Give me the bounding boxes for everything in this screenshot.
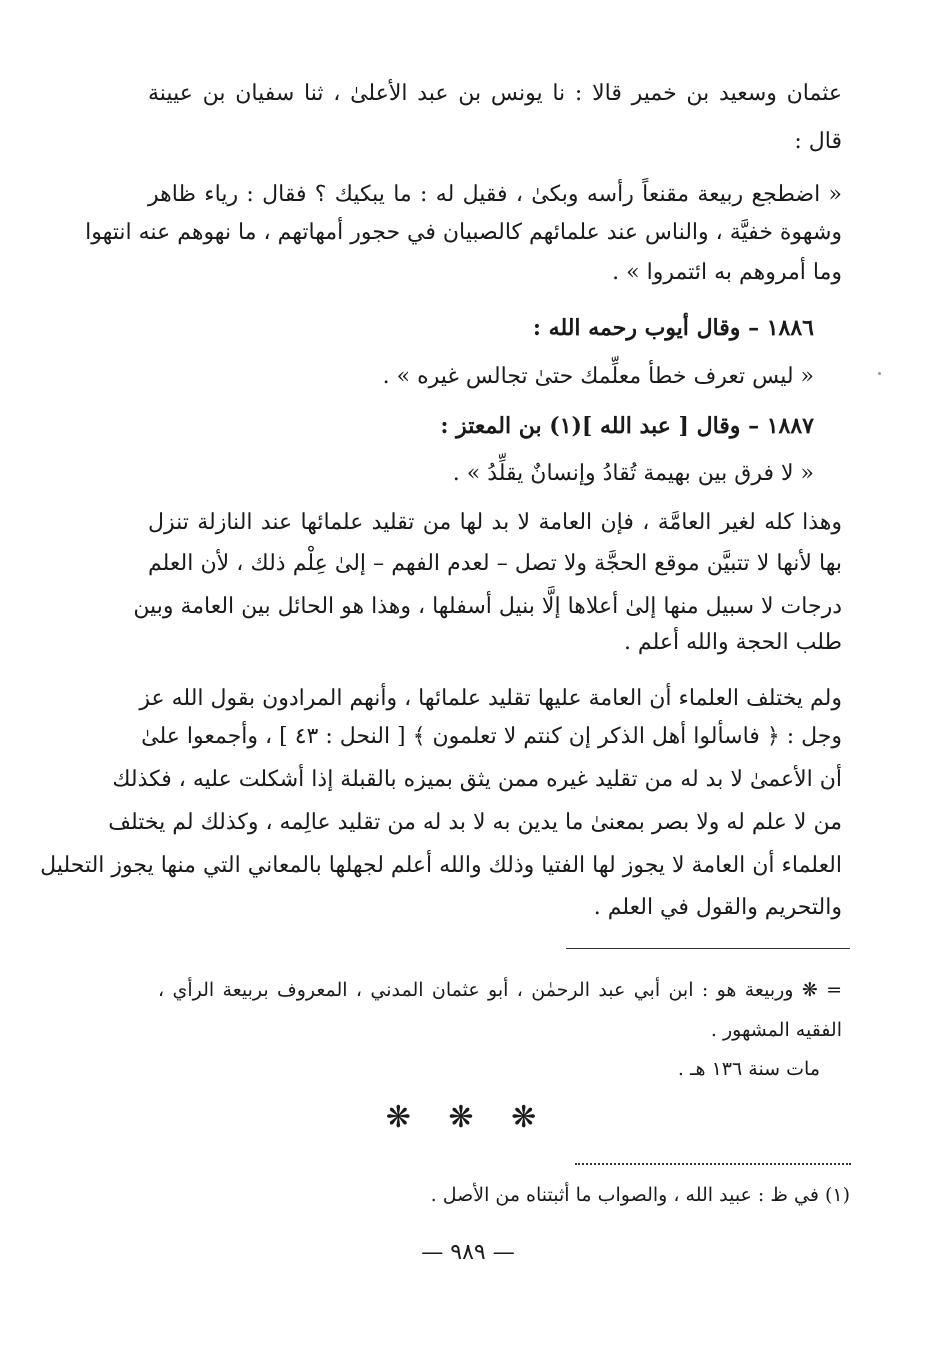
text-line-5: وما أمروهم به ائتمروا » . bbox=[612, 260, 842, 285]
text-line-10: وهذا كله لغير العامَّة ، فإن العامة لا بد لها من تقليد علمائها عند النازلة تنزل bbox=[148, 510, 842, 535]
scan-speck bbox=[878, 372, 881, 375]
text-line-1: عثمان وسعيد بن خمير قالا : نا يونس بن عبد الأعلىٰ ، ثنا سفيان بن عيينة bbox=[148, 81, 842, 106]
entry-1886-heading: ١٨٨٦ – وقال أيوب رحمه الله : bbox=[532, 315, 814, 341]
text-line-15: وجل : ﴿ فاسألوا أهل الذكر إن كنتم لا تعلمون ﴾ [ النحل : ٤٣ ] ، وأجمعوا علىٰ bbox=[141, 724, 842, 749]
text-line-14: ولم يختلف العلماء أن العامة عليها تقليد علمائها ، وأنهم المرادون بقول الله عز bbox=[139, 686, 842, 711]
text-line-16: أن الأعمىٰ لا بد له من تقليد غيره ممن يثق بميزه بالقبلة إذا أشكلت عليه ، فكذلك bbox=[112, 767, 842, 792]
text-line-17: من لا علم له ولا بصر بمعنىٰ ما يدين به لا بد له من تقليد عالِمه ، وكذلك لم يختلف bbox=[108, 810, 842, 835]
footnote-line-3: مات سنة ١٣٦ هـ . bbox=[677, 1058, 820, 1080]
entry-1886-quote: « ليس تعرف خطأ معلِّمك حتىٰ تجالس غيره » . bbox=[382, 364, 814, 389]
entry-1887-quote: « لا فرق بين بهيمة تُقادُ وإنسانٌ يقلِّدُ » . bbox=[452, 461, 814, 486]
footnote-line-1: = ❋ وربيعة هو : ابن أبي عبد الرحمٰن ، أبو عثمان المدني ، المعروف بربيعة الرأي ، bbox=[158, 979, 842, 1001]
variant-note: (١) في ظ : عبيد الله ، والصواب ما أثبتناه من الأصل . bbox=[430, 1184, 850, 1206]
text-line-3: « اضطجع ربيعة مقنعاً رأسه وبكىٰ ، فقيل له : ما يبكيك ؟ فقال : رياء ظاهر bbox=[148, 182, 842, 207]
footnote-line-2: الفقيه المشهور . bbox=[710, 1019, 842, 1041]
text-line-4: وشهوة خفيَّة ، والناس عند علمائهم كالصبيان في حجور أمهاتهم ، ما نهوهم عنه انتهوا bbox=[85, 220, 842, 245]
footnote-separator bbox=[566, 948, 850, 949]
text-line-13: طلب الحجة والله أعلم . bbox=[623, 630, 842, 655]
text-line-11: بها لأنها لا تتبيَّن موقع الحجَّة ولا تصل – لعدم الفهم – إلىٰ عِلْم ذلك ، لأن العلم bbox=[148, 551, 842, 576]
page-number: — ٩٨٩ — bbox=[421, 1240, 515, 1265]
text-line-19: والتحريم والقول في العلم . bbox=[593, 895, 842, 920]
section-stars-ornament: ❋ ❋ ❋ bbox=[385, 1100, 551, 1135]
text-line-18: العلماء أن العامة لا يجوز لها الفتيا وذلك والله أعلم لجهلها بالمعاني التي منها يجوز التحليل bbox=[40, 853, 842, 878]
text-line-12: درجات لا سبيل منها إلىٰ أعلاها إلَّا بنيل أسفلها ، وهذا هو الحائل بين العامة وبين bbox=[133, 594, 842, 619]
entry-1887-heading: ١٨٨٧ – وقال [ عبد الله ](١) بن المعتز : bbox=[440, 413, 814, 439]
note-separator bbox=[575, 1163, 851, 1165]
text-line-2: قال : bbox=[794, 129, 842, 154]
